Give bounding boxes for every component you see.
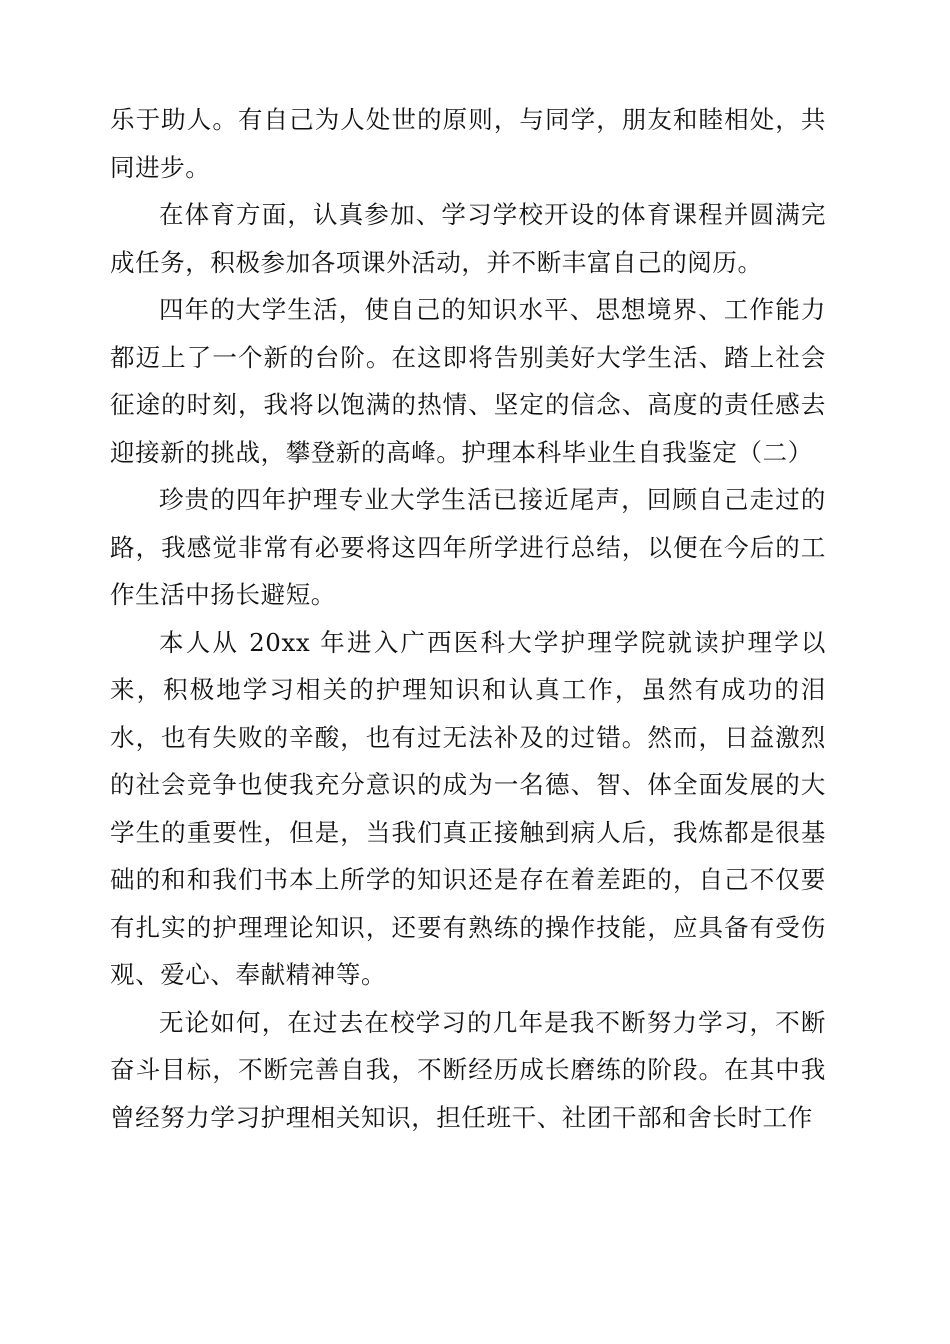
- paragraph-2: 在体育方面，认真参加、学习学校开设的体育课程并圆满完成任务，积极参加各项课外活动，并不断丰富自己的阅历。: [110, 200, 826, 277]
- paragraph-6: 无论如何，在过去在校学习的几年是我不断努力学习，不断奋斗目标，不断完善自我，不断经历成长磨练的阶段。在其中我曾经努力学习护理相关知识，担任班干、社团干部和舍长时工作: [110, 1007, 826, 1132]
- paragraph-3: 四年的大学生活，使自己的知识水平、思想境界、工作能力都迈上了一个新的台阶。在这即将告别美好大学生活、踏上社会征途的时刻，我将以饱满的热情、坚定的信念、高度的责任感去迎接新的挑战，攀登新的高峰。护理本科毕业生自我鉴定（二）: [110, 295, 826, 467]
- paragraph-1: 乐于助人。有自己为人处世的原则，与同学，朋友和睦相处，共同进步。: [110, 105, 826, 182]
- document-body: [110, 96, 826, 1141]
- paragraph-4: 珍贵的四年护理专业大学生活已接近尾声，回顾自己走过的路，我感觉非常有必要将这四年所学进行总结，以便在今后的工作生活中扬长避短。: [110, 485, 826, 609]
- paragraph-5: 本人从 20xx 年进入广西医科大学护理学院就读护理学以来，积极地学习相关的护理知识和认真工作，虽然有成功的泪水，也有失败的辛酸，也有过无法补及的过错。然而，日益激烈的社会竞争也使我充分意识的成为一名德、智、体全面发展的大学生的重要性，但是，当我们真正接触到病人后，我炼都是很基础的和和我们书本上所学的知识还是存在着差距的，自己不仅要有扎实的护理理论知识，还要有熟练的操作技能，应具备有受伤观、爱心、奉献精神等。: [110, 627, 826, 989]
